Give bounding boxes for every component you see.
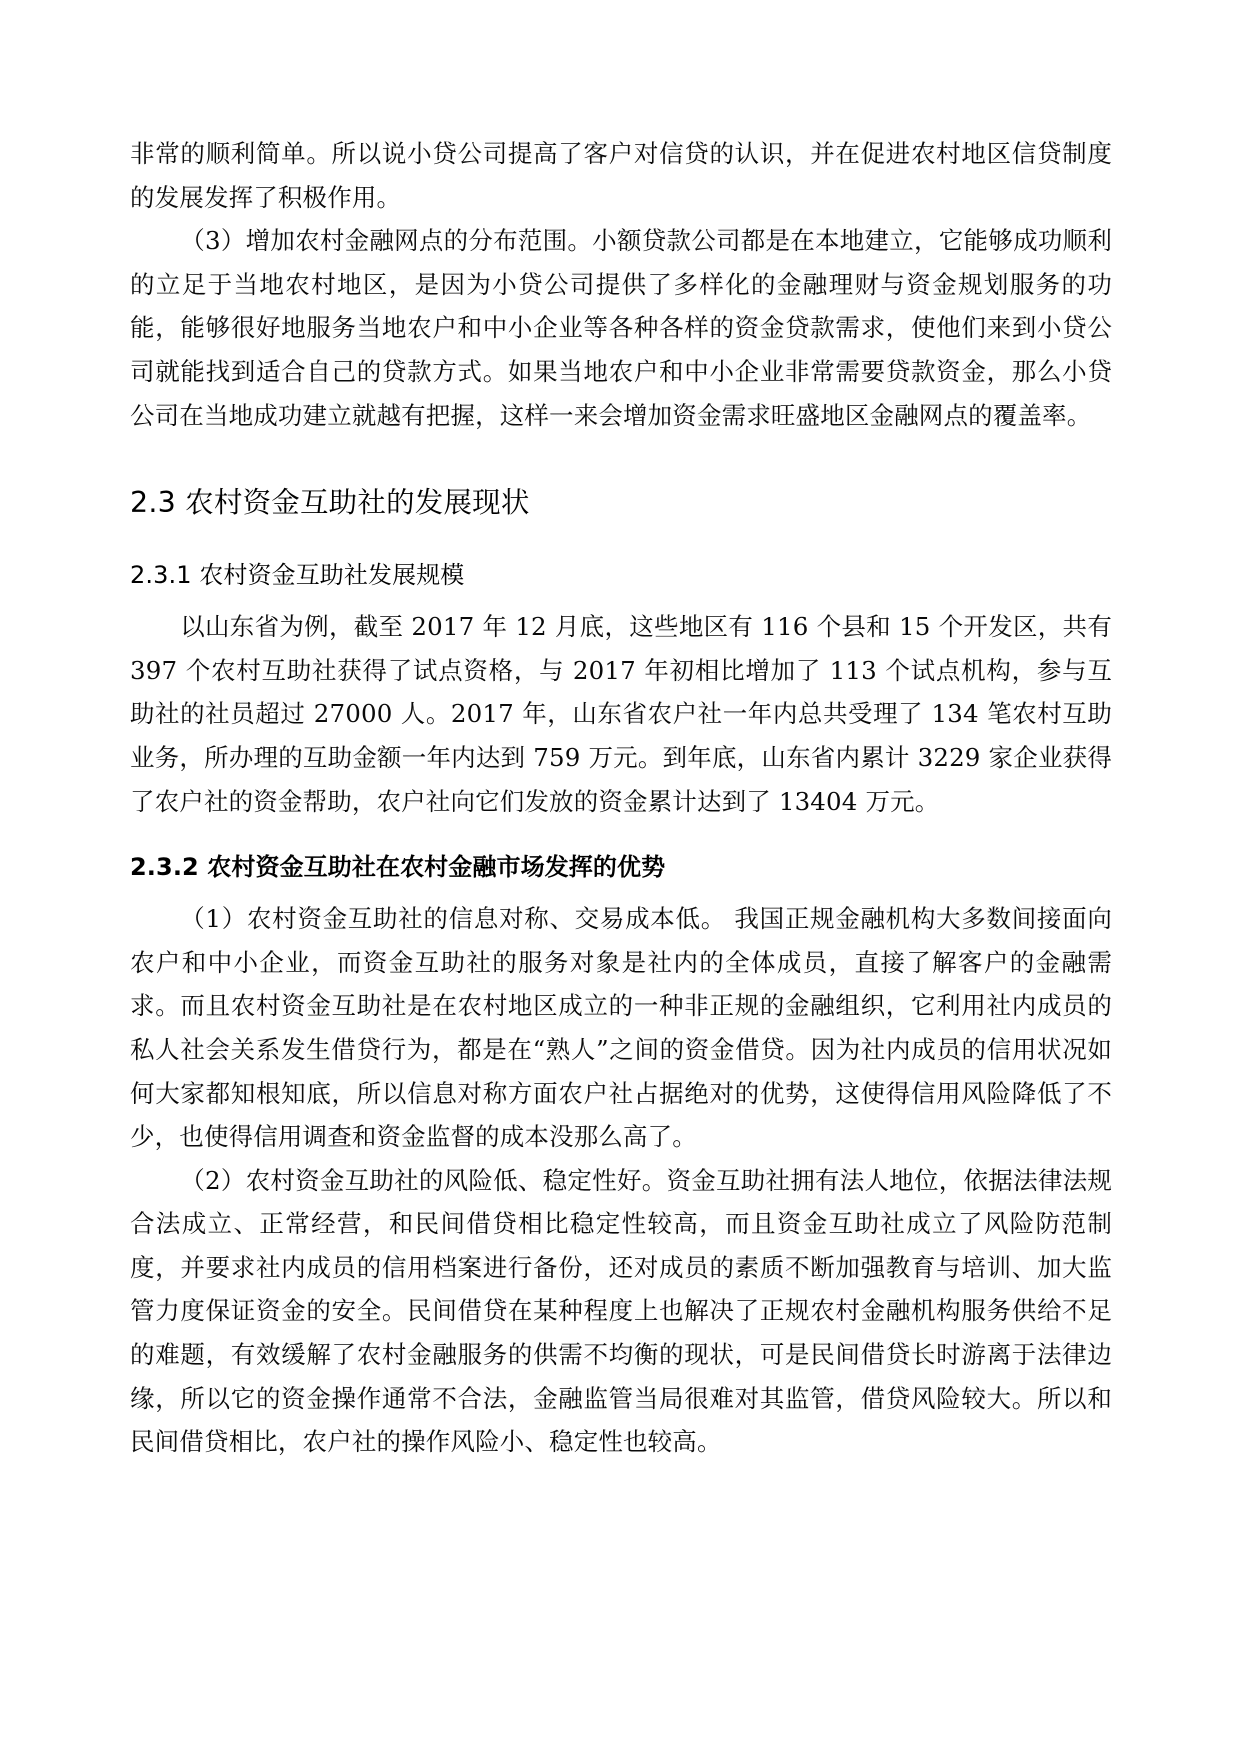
paragraph-advantage-1: （1）农村资金互助社的信息对称、交易成本低。 我国正规金融机构大多数间接面向农户和中小企业，而资金互助社的服务对象是社内的全体成员，直接了解客户的金融需求。而且农村资金互助社是在农村地区成立的一种非正规的金融组织，它利用社内成员的私人社会关系发生借贷行为，都是在“熟人”之间的资金借贷。因为社内成员的信用状况如何大家都知根知底，所以信息对称方面农户社占据绝对的优势，这使得信用风险降低了不少，也使得信用调查和资金监督的成本没那么高了。 (130, 904, 1112, 1152)
spacer-before-heading-2-3-2 (130, 823, 1112, 849)
spacer-after-heading-2-3-2 (130, 885, 1112, 897)
paragraph-development-scale: 以山东省为例，截至 2017 年 12 月底，这些地区有 116 个县和 15 个开发区，共有 397 个农村互助社获得了试点资格，与 2017 年初相比增加了 113 个试点机构，参与互助社的社员超过 27000 人。2017 年，山东省农户社一年内总共受理了 134 笔农村互助业务，所办理的互助金额一年内达到 759 万元。到年底，山东省内累计 3229 家企业获得了农户社的资金帮助，农户社向它们发放的资金累计达到了 13404 万元。 (130, 612, 1112, 816)
heading-2-3-2: 2.3.2 农村资金互助社在农村金融市场发挥的优势 (130, 853, 666, 882)
paragraph-advantage-2: （2）农村资金互助社的风险低、稳定性好。资金互助社拥有法人地位，依据法律法规合法成立、正常经营，和民间借贷相比稳定性较高，而且资金互助社成立了风险防范制度，并要求社内成员的信用档案进行备份，还对成员的素质不断加强教育与培训、加大监管力度保证资金的安全。民间借贷在某种程度上也解决了正规农村金融机构服务供给不足的难题，有效缓解了农村金融服务的供需不均衡的现状，可是民间借贷长时游离于法律边缘，所以它的资金操作通常不合法，金融监管当局很难对其监管，借贷风险较大。所以和民间借贷相比，农户社的操作风险小、稳定性也较高。 (130, 1165, 1112, 1457)
spacer-before-heading-2-3 (130, 437, 1112, 483)
paragraph-item-3: （3）增加农村金融网点的分布范围。小额贷款公司都是在本地建立，它能够成功顺利的立足于当地农村地区，是因为小贷公司提供了多样化的金融理财与资金规划服务的功能，能够很好地服务当地农户和中小企业等各种各样的资金贷款需求，使他们来到小贷公司就能找到适合自己的贷款方式。如果当地农户和中小企业非常需要贷款资金，那么小贷公司在当地成功建立就越有把握，这样一来会增加资金需求旺盛地区金融网点的覆盖率。 (130, 226, 1112, 430)
spacer-after-heading-2-3-1 (130, 593, 1112, 605)
spacer-after-heading-2-3 (130, 523, 1112, 557)
heading-2-3-1: 2.3.1 农村资金互助社发展规模 (130, 561, 465, 590)
heading-2-3: 2.3 农村资金互助社的发展现状 (130, 486, 530, 520)
paragraph-continuation: 非常的顺利简单。所以说小贷公司提高了客户对信贷的认识，并在促进农村地区信贷制度的发展发挥了积极作用。 (130, 139, 1112, 212)
